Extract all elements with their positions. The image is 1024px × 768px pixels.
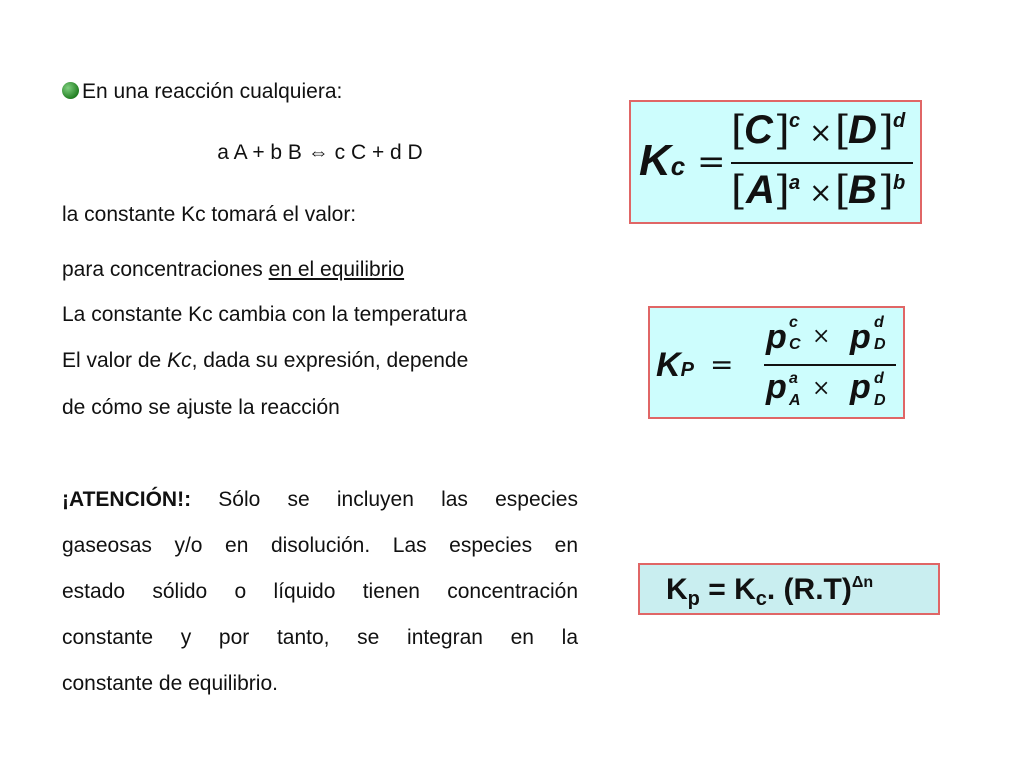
- constant-intro: la constante Kc tomará el valor:: [62, 203, 357, 226]
- kp-den-exp-2: d: [874, 370, 884, 387]
- kp-fraction-bar: [764, 364, 896, 366]
- value-post: , dada su expresión, depende: [191, 349, 469, 372]
- attention-line-4: constante y por tanto, se integran en la: [62, 626, 578, 649]
- kp-lhs: KP: [656, 346, 694, 384]
- relation-formula: $K_p = K_c$. $(R.T)^{\Delta n}$: [666, 573, 874, 610]
- value-line: [62, 349, 468, 373]
- kc-num-d: D: [848, 108, 877, 152]
- value-italic: Kc: [167, 349, 192, 372]
- kp-formula-box: [648, 306, 905, 419]
- kc-num-lbracket-2: [: [835, 108, 851, 154]
- kp-num-sub-1: C: [789, 336, 801, 353]
- kp-den-sub-1: A: [789, 392, 801, 409]
- kc-den-exp-a: a: [789, 172, 801, 194]
- kc-den-lbracket-1: [: [731, 168, 747, 214]
- conc-prefix: para concentraciones: [62, 258, 269, 281]
- kp-den-p1: p: [766, 368, 787, 406]
- kc-num-exp-c: c: [789, 110, 801, 132]
- bullet-text: En una reacción cualquiera:: [82, 80, 343, 103]
- kc-num-rbracket-1: ]: [774, 108, 790, 154]
- kp-num-exp-1: c: [789, 314, 798, 331]
- kc-num-lbracket-1: [: [731, 108, 747, 154]
- kc-den-rbracket-2: ]: [878, 168, 894, 214]
- adjust-line: de cómo se ajuste la reacción: [62, 396, 340, 419]
- kp-den-times: ×: [812, 376, 831, 401]
- attention-line-3: estado sólido o líquido tienen concentración: [62, 580, 578, 603]
- kp-equals: =: [710, 348, 734, 381]
- kc-den-a: A: [746, 168, 775, 212]
- kc-fraction-bar: [731, 162, 913, 164]
- kp-num-sub-2: D: [874, 336, 886, 353]
- kp-num-p1: p: [766, 318, 787, 356]
- kc-num-c: C: [744, 108, 773, 152]
- attention-paragraph: [62, 477, 578, 707]
- kc-den-rbracket-1: ]: [774, 168, 790, 214]
- relation-box: [638, 563, 940, 615]
- kp-den-exp-1: a: [789, 370, 798, 387]
- conc-underlined: en el equilibrio: [268, 258, 405, 281]
- kc-num-times: ×: [809, 116, 833, 149]
- kc-den-b: B: [848, 168, 877, 212]
- concentration-line: [62, 258, 404, 282]
- attention-line-1: ¡ATENCIÓN!: Sólo se incluyen las especies: [62, 488, 578, 511]
- kp-den-sub-2: D: [874, 392, 886, 409]
- value-pre: El valor de: [62, 349, 168, 372]
- kc-num-exp-d: d: [893, 110, 906, 132]
- kc-den-exp-b: b: [893, 172, 906, 194]
- kc-formula-box: [629, 100, 922, 224]
- kc-equals: =: [697, 142, 726, 182]
- temperature-line: La constante Kc cambia con la temperatura: [62, 303, 468, 326]
- kp-den-p2: p: [850, 368, 871, 406]
- kp-num-times: ×: [812, 324, 831, 349]
- kp-num-p2: p: [850, 318, 871, 356]
- kc-num-rbracket-2: ]: [878, 108, 894, 154]
- reaction-equation: a A + b B ⇔ c C + d D: [217, 141, 423, 164]
- bullet-icon: [62, 82, 79, 99]
- attention-line-5: constante de equilibrio.: [62, 672, 278, 695]
- kc-den-times: ×: [809, 176, 833, 209]
- kc-den-lbracket-2: [: [835, 168, 851, 214]
- attention-label: ¡ATENCIÓN!:: [62, 488, 192, 511]
- kp-num-exp-2: d: [874, 314, 884, 331]
- attention-line-2: gaseosas y/o en disolución. Las especies en: [62, 534, 578, 557]
- kc-lhs: Kc: [639, 136, 686, 185]
